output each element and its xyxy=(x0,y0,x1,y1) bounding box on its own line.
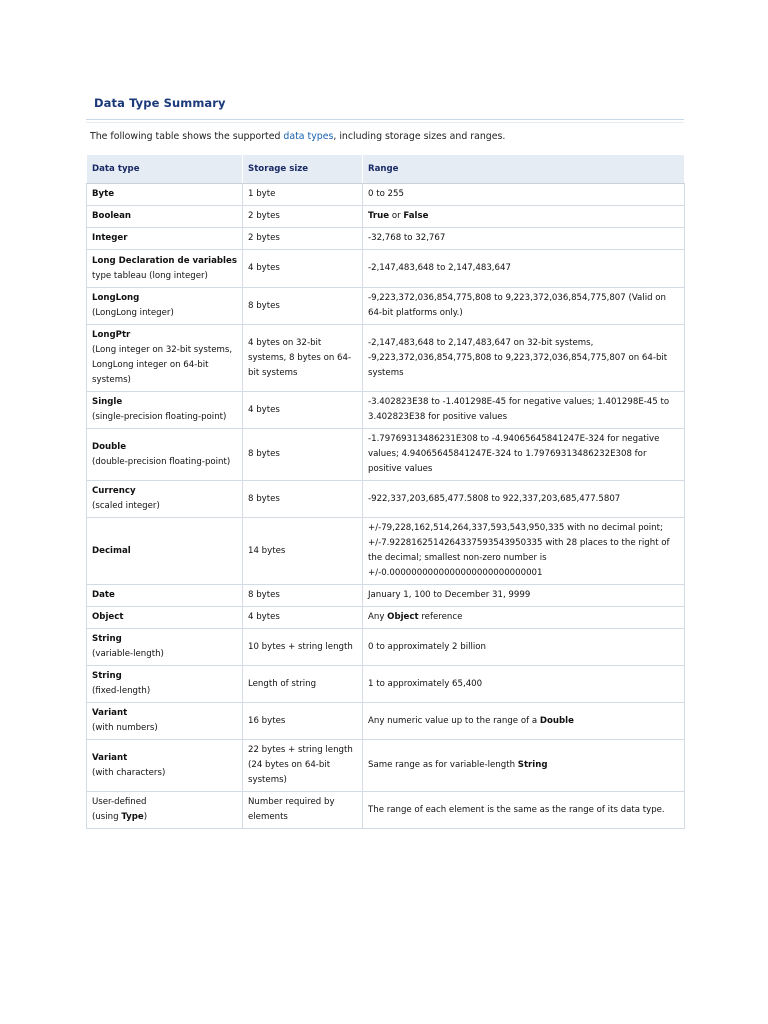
range-cell: -32,768 to 32,767 xyxy=(363,228,685,250)
table-row xyxy=(87,607,685,629)
data-type-name: String xyxy=(92,634,122,644)
data-type-cell xyxy=(87,585,243,607)
range-cell xyxy=(363,206,685,228)
data-type-cell xyxy=(87,392,243,429)
data-type-description: (double-precision floating-point) xyxy=(92,456,231,467)
range-text: Same range as for variable-length xyxy=(368,760,518,770)
data-type-name: Currency xyxy=(92,486,136,496)
intro-paragraph xyxy=(90,131,505,142)
header-storage-size: Storage size xyxy=(243,155,363,184)
storage-size-cell: 1 byte xyxy=(243,184,363,206)
data-type-description: (single-precision floating-point) xyxy=(92,412,227,422)
range-cell: -2,147,483,648 to 2,147,483,647 xyxy=(363,250,685,288)
table-row xyxy=(87,429,685,481)
storage-size-cell: 22 bytes + string length (24 bytes on 64-bit systems) xyxy=(243,740,363,792)
title-divider xyxy=(86,119,684,120)
data-type-cell xyxy=(87,288,243,325)
data-type-cell xyxy=(87,325,243,392)
data-type-cell xyxy=(87,703,243,740)
data-type-cell xyxy=(87,607,243,629)
range-cell: -922,337,203,685,477.5808 to 922,337,203,685,477.5807 xyxy=(363,481,685,518)
data-type-description: (using xyxy=(92,812,122,822)
storage-size-cell: 4 bytes xyxy=(243,250,363,288)
range-cell xyxy=(363,607,685,629)
range-keyword: Double xyxy=(539,715,574,726)
data-type-description: (LongLong integer) xyxy=(92,308,174,318)
data-type-cell xyxy=(87,228,243,250)
data-type-description: (variable-length) xyxy=(92,649,164,659)
type-keyword: Type xyxy=(121,812,144,822)
data-type-cell xyxy=(87,740,243,792)
data-type-name: Boolean xyxy=(92,211,132,221)
storage-size-cell: 2 bytes xyxy=(243,206,363,228)
table-row xyxy=(87,518,685,585)
table-row xyxy=(87,585,685,607)
data-type-name: Variant xyxy=(92,708,128,718)
range-keyword: Object xyxy=(387,612,419,622)
table-row xyxy=(87,792,685,829)
header-range: Range xyxy=(363,155,685,184)
table-row xyxy=(87,740,685,792)
data-type-cell xyxy=(87,429,243,481)
table-row xyxy=(87,629,685,666)
storage-size-cell: 14 bytes xyxy=(243,518,363,585)
data-type-name: Single xyxy=(92,397,123,407)
storage-size-cell: 4 bytes xyxy=(243,607,363,629)
data-type-name: Byte xyxy=(92,189,115,199)
storage-size-cell: 8 bytes xyxy=(243,288,363,325)
storage-size-cell: Number required by elements xyxy=(243,792,363,829)
data-type-name: LongPtr xyxy=(92,330,131,340)
data-type-name: Decimal xyxy=(92,545,131,556)
data-type-name: Variant xyxy=(92,752,128,763)
data-type-name: User-defined xyxy=(92,797,147,807)
data-type-cell xyxy=(87,518,243,585)
data-type-summary-table xyxy=(86,155,685,829)
range-cell: The range of each element is the same as the range of its data type. xyxy=(363,792,685,829)
range-text: or xyxy=(389,211,404,221)
data-type-description-end: ) xyxy=(143,812,148,822)
storage-size-cell: 2 bytes xyxy=(243,228,363,250)
table-row xyxy=(87,206,685,228)
table-header-row xyxy=(87,155,685,184)
data-type-description: (scaled integer) xyxy=(92,501,160,511)
range-text: Any numeric value up to the range of a xyxy=(368,715,540,726)
data-type-description: type tableau (long integer) xyxy=(92,270,208,281)
storage-size-cell: 8 bytes xyxy=(243,429,363,481)
data-type-cell xyxy=(87,481,243,518)
table-row xyxy=(87,325,685,392)
data-type-cell xyxy=(87,206,243,228)
table-row xyxy=(87,481,685,518)
range-keyword: String xyxy=(517,760,548,770)
data-type-description: (with characters) xyxy=(92,767,166,778)
table-row xyxy=(87,703,685,740)
table-row xyxy=(87,666,685,703)
range-keyword: False xyxy=(403,211,429,221)
data-type-name: Long Declaration de variables xyxy=(92,255,237,266)
intro-text-after: , including storage sizes and ranges. xyxy=(333,131,506,142)
range-cell: -9,223,372,036,854,775,808 to 9,223,372,036,854,775,807 (Valid on 64-bit platforms only.) xyxy=(363,288,685,325)
data-type-name: Double xyxy=(92,441,127,452)
storage-size-cell: 8 bytes xyxy=(243,585,363,607)
storage-size-cell: 8 bytes xyxy=(243,481,363,518)
table-row xyxy=(87,288,685,325)
range-cell: -2,147,483,648 to 2,147,483,647 on 32-bit systems, -9,223,372,036,854,775,808 to 9,223,372,036,854,775,807 on 64-bit systems xyxy=(363,325,685,392)
range-text: Any xyxy=(368,612,388,622)
intro-text-before: The following table shows the supported xyxy=(90,131,284,142)
table-row xyxy=(87,184,685,206)
range-keyword: True xyxy=(368,211,390,221)
storage-size-cell: 4 bytes on 32-bit systems, 8 bytes on 64-bit systems xyxy=(243,325,363,392)
table-row xyxy=(87,228,685,250)
data-type-description: (with numbers) xyxy=(92,723,158,733)
range-cell: -3.402823E38 to -1.401298E-45 for negative values; 1.401298E-45 to 3.402823E38 for positive values xyxy=(363,392,685,429)
page-title: Data Type Summary xyxy=(94,96,226,110)
data-types-link[interactable]: data types xyxy=(283,131,334,142)
data-type-name: String xyxy=(92,671,122,681)
table-row xyxy=(87,250,685,288)
header-data-type: Data type xyxy=(87,155,243,184)
data-type-cell xyxy=(87,250,243,288)
data-type-cell xyxy=(87,792,243,829)
data-type-name: Object xyxy=(92,612,124,622)
range-cell: -1.79769313486231E308 to -4.94065645841247E-324 for negative values; 4.94065645841247E-324 to 1.79769313486232E308 for positive values xyxy=(363,429,685,481)
range-cell: +/-79,228,162,514,264,337,593,543,950,335 with no decimal point; +/-7.9228162514264337593543950335 with 28 places to the right of the decimal; smallest non-zero number is +/-0.0000000000000000000000000001 xyxy=(363,518,685,585)
storage-size-cell: 4 bytes xyxy=(243,392,363,429)
data-type-name: LongLong xyxy=(92,293,140,303)
range-cell xyxy=(363,740,685,792)
data-type-cell xyxy=(87,629,243,666)
range-cell: 0 to 255 xyxy=(363,184,685,206)
range-cell xyxy=(363,703,685,740)
range-text: reference xyxy=(418,612,463,622)
storage-size-cell: 10 bytes + string length xyxy=(243,629,363,666)
data-type-cell xyxy=(87,184,243,206)
data-type-name: Integer xyxy=(92,233,128,243)
storage-size-cell: 16 bytes xyxy=(243,703,363,740)
storage-size-cell: Length of string xyxy=(243,666,363,703)
range-cell: 1 to approximately 65,400 xyxy=(363,666,685,703)
data-type-description: (Long integer on 32-bit systems, LongLong integer on 64-bit systems) xyxy=(92,345,233,385)
data-type-cell xyxy=(87,666,243,703)
data-type-name: Date xyxy=(92,590,115,600)
table-row xyxy=(87,392,685,429)
range-cell: 0 to approximately 2 billion xyxy=(363,629,685,666)
data-type-description: (fixed-length) xyxy=(92,686,151,696)
range-cell: January 1, 100 to December 31, 9999 xyxy=(363,585,685,607)
title-divider-secondary xyxy=(86,122,684,123)
